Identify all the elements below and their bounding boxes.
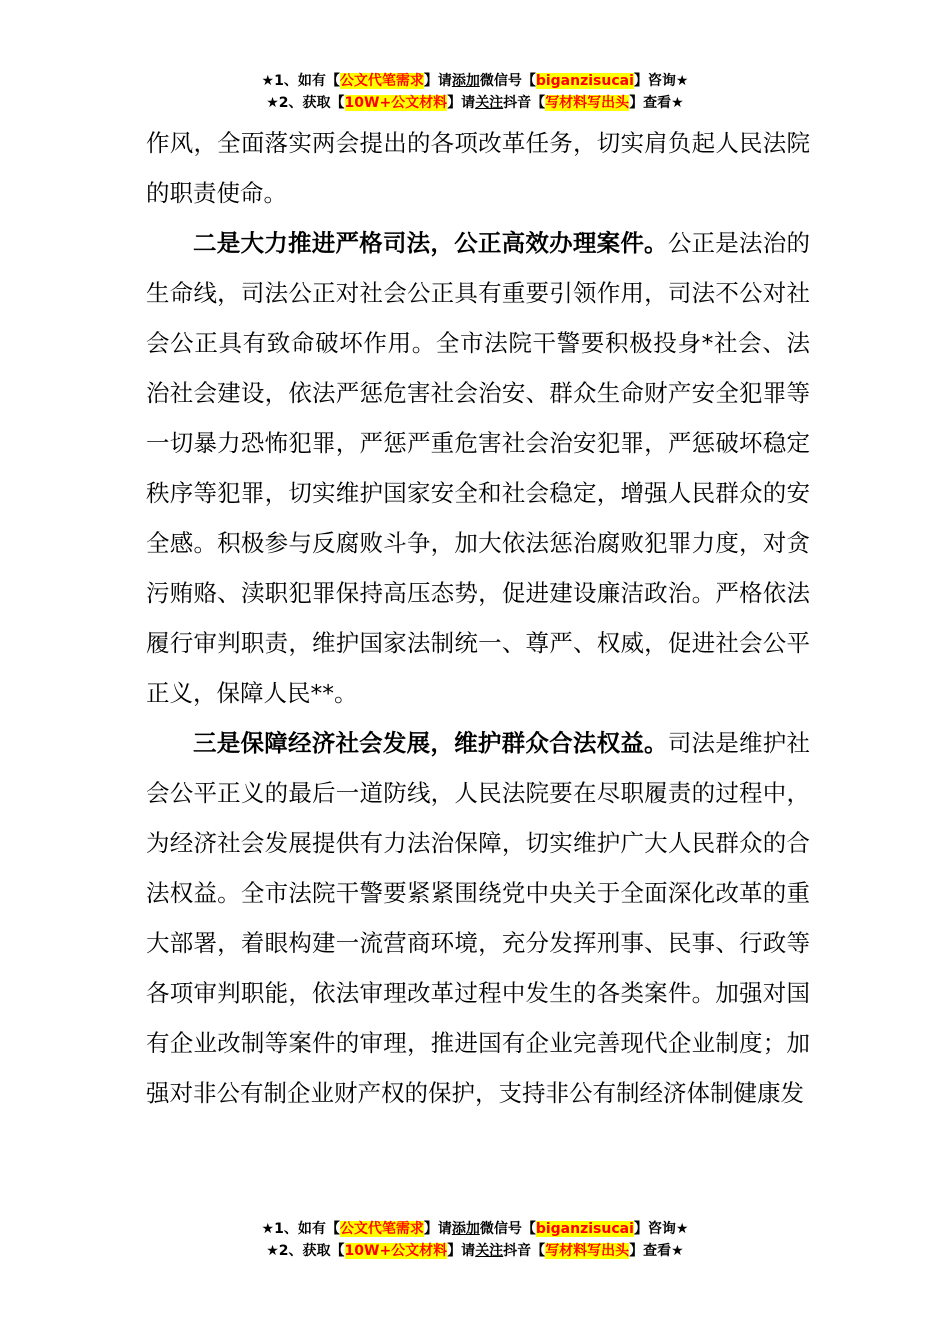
banner-line-1-mid: 】请: [423, 73, 452, 89]
banner-line-2-suffix: 】查看★: [629, 95, 684, 111]
paragraph-1: 作风，全面落实两会提出的各项改革任务，切实肩负起人民法院的职责使命。: [146, 129, 810, 207]
footer-highlight-douyin: 写材料写出头: [545, 1243, 630, 1259]
banner-line-2: [0, 92, 950, 114]
banner-highlight-service: 公文代笔需求: [339, 73, 424, 89]
paragraph-2-heading: 二是大力推进严格司法，公正高效办理案件。: [193, 229, 668, 257]
document-body: [146, 118, 810, 1118]
banner-highlight-wechat-id: biganzisucai: [535, 73, 634, 89]
footer-banner-line-1: [0, 1218, 950, 1240]
paragraph-2: [146, 218, 810, 718]
footer-banner-line-2: [0, 1240, 950, 1262]
footer-line-1-suffix: 】咨询★: [633, 1221, 689, 1237]
banner-highlight-materials: 10W+公文材料: [344, 95, 448, 111]
footer-highlight-materials: 10W+公文材料: [344, 1243, 448, 1259]
footer-line-1-mid: 】请: [423, 1221, 452, 1237]
paragraph-3-heading: 三是保障经济社会发展，维护群众合法权益。: [193, 729, 668, 757]
footer-line-2-suffix: 】查看★: [629, 1243, 684, 1259]
banner-line-1-mid2: 微信号【: [479, 73, 536, 89]
footer-highlight-service: 公文代笔需求: [339, 1221, 424, 1237]
banner-highlight-douyin: 写材料写出头: [545, 95, 630, 111]
banner-line-1-prefix: ★1、如有【: [261, 73, 340, 89]
footer-emphasis-follow: 关注: [475, 1243, 504, 1259]
banner-line-2-prefix: ★2、获取【: [266, 95, 345, 111]
footer-banner: [0, 1218, 950, 1262]
footer-line-2-mid: 】请: [447, 1243, 476, 1259]
header-banner: [0, 70, 950, 114]
footer-line-1-mid2: 微信号【: [479, 1221, 536, 1237]
footer-line-2-prefix: ★2、获取【: [266, 1243, 345, 1259]
banner-line-2-mid2: 抖音【: [503, 95, 546, 111]
footer-emphasis-add: 添加: [451, 1221, 480, 1237]
paragraph-2-body: 公正是法治的生命线，司法公正对社会公正具有重要引领作用，司法不公对社会公正具有致命破坏作用。全市法院干警要积极投身*社会、法治社会建设，依法严惩危害社会治安、群众生命财产安全犯罪等一切暴力恐怖犯罪，严惩严重危害社会治安犯罪，严惩破坏稳定秩序等犯罪，切实维护国家安全和社会稳定，增强人民群众的安全感。积极参与反腐败斗争，加大依法惩治腐败犯罪力度，对贪污贿赂、渎职犯罪保持高压态势，促进建设廉洁政治。严格依法履行审判职责，维护国家法制统一、尊严、权威，促进社会公平正义，保障人民**。: [146, 229, 811, 707]
banner-emphasis-add: 添加: [451, 73, 480, 89]
paragraph-3: [146, 718, 810, 1118]
paragraph-3-body: 司法是维护社会公平正义的最后一道防线，人民法院要在尽职履责的过程中，为经济社会发展提供有力法治保障，切实维护广大人民群众的合法权益。全市法院干警要紧紧围绕党中央关于全面深化改革的重大部署，着眼构建一流营商环境，充分发挥刑事、民事、行政等各项审判职能，依法审理改革过程中发生的各类案件。加强对国有企业改制等案件的审理，推进国有企业完善现代企业制度；加强对非公有制企业财产权的保护，支持非公有制经济体制健康发: [146, 729, 811, 1107]
banner-line-2-mid: 】请: [447, 95, 476, 111]
banner-line-1-suffix: 】咨询★: [633, 73, 689, 89]
banner-emphasis-follow: 关注: [475, 95, 504, 111]
footer-highlight-wechat-id: biganzisucai: [535, 1221, 634, 1237]
footer-line-2-mid2: 抖音【: [503, 1243, 546, 1259]
footer-line-1-prefix: ★1、如有【: [261, 1221, 340, 1237]
banner-line-1: [0, 70, 950, 92]
